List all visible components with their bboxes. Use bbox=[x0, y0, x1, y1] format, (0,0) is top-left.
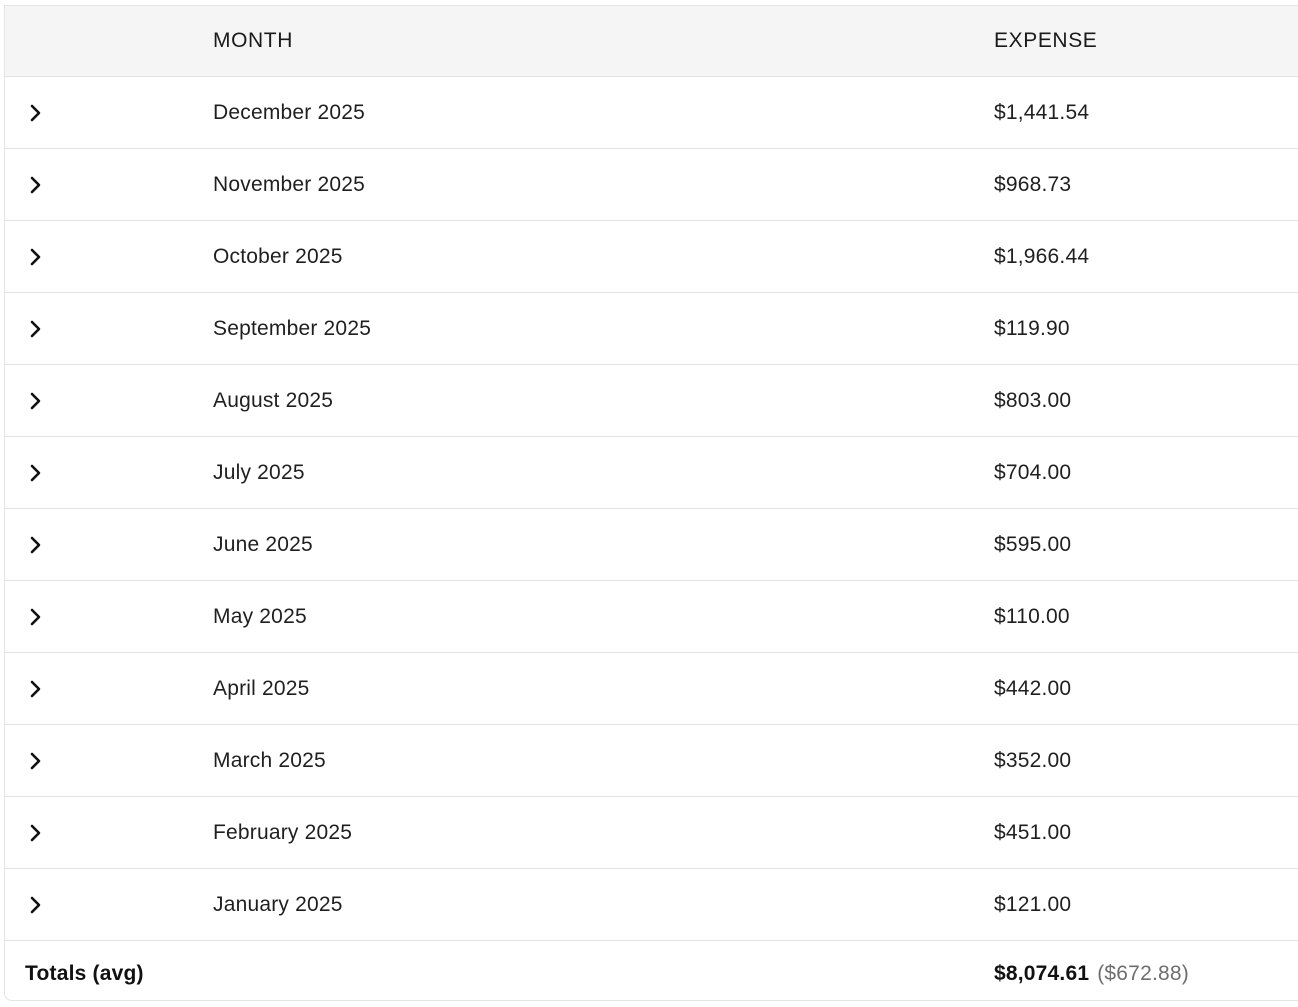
table-row[interactable] bbox=[5, 581, 1298, 653]
table-body bbox=[5, 77, 1298, 941]
column-header-month[interactable]: MONTH bbox=[213, 29, 293, 52]
table-row[interactable] bbox=[5, 77, 1298, 149]
expense-cell: $119.90 bbox=[994, 316, 1070, 340]
month-cell: October 2025 bbox=[213, 244, 343, 268]
totals-sum: $8,074.61 bbox=[994, 962, 1090, 985]
monthly-expense-table bbox=[4, 5, 1298, 1001]
expand-row-button[interactable] bbox=[23, 221, 63, 292]
table-row[interactable] bbox=[5, 149, 1298, 221]
expense-cell: $442.00 bbox=[994, 676, 1072, 700]
month-cell: June 2025 bbox=[213, 532, 313, 556]
expand-row-button[interactable] bbox=[23, 293, 63, 364]
month-cell: April 2025 bbox=[213, 676, 310, 700]
expand-row-button[interactable] bbox=[23, 149, 63, 220]
expense-cell: $968.73 bbox=[994, 172, 1072, 196]
totals-row bbox=[5, 941, 1298, 1007]
chevron-right-icon bbox=[23, 605, 47, 629]
expand-row-button[interactable] bbox=[23, 653, 63, 724]
expense-cell: $451.00 bbox=[994, 820, 1072, 844]
expense-cell: $352.00 bbox=[994, 748, 1072, 772]
totals-label: Totals (avg) bbox=[25, 962, 144, 985]
expand-row-button[interactable] bbox=[23, 77, 63, 148]
table-row[interactable] bbox=[5, 797, 1298, 869]
chevron-right-icon bbox=[23, 173, 47, 197]
expense-cell: $121.00 bbox=[994, 892, 1072, 916]
totals-expense bbox=[994, 941, 1189, 1007]
chevron-right-icon bbox=[23, 533, 47, 557]
chevron-right-icon bbox=[23, 461, 47, 485]
table-row[interactable] bbox=[5, 725, 1298, 797]
month-cell: December 2025 bbox=[213, 100, 366, 124]
chevron-right-icon bbox=[23, 101, 47, 125]
month-cell: July 2025 bbox=[213, 460, 305, 484]
expand-row-button[interactable] bbox=[23, 581, 63, 652]
table-header bbox=[5, 6, 1298, 77]
table-row[interactable] bbox=[5, 221, 1298, 293]
chevron-right-icon bbox=[23, 677, 47, 701]
month-cell: February 2025 bbox=[213, 820, 353, 844]
month-cell: August 2025 bbox=[213, 388, 334, 412]
expand-row-button[interactable] bbox=[23, 797, 63, 868]
table-row[interactable] bbox=[5, 509, 1298, 581]
expand-row-button[interactable] bbox=[23, 437, 63, 508]
expense-cell: $1,441.54 bbox=[994, 100, 1090, 124]
month-cell: March 2025 bbox=[213, 748, 326, 772]
chevron-right-icon bbox=[23, 245, 47, 269]
month-cell: September 2025 bbox=[213, 316, 372, 340]
expand-row-button[interactable] bbox=[23, 725, 63, 796]
table-row[interactable] bbox=[5, 365, 1298, 437]
totals-average: ($672.88) bbox=[1097, 962, 1189, 985]
expense-cell: $110.00 bbox=[994, 604, 1070, 628]
table-row[interactable] bbox=[5, 293, 1298, 365]
table-row[interactable] bbox=[5, 869, 1298, 941]
expand-row-button[interactable] bbox=[23, 509, 63, 580]
chevron-right-icon bbox=[23, 749, 47, 773]
table-row[interactable] bbox=[5, 437, 1298, 509]
expense-cell: $704.00 bbox=[994, 460, 1072, 484]
expense-cell: $803.00 bbox=[994, 388, 1072, 412]
expand-row-button[interactable] bbox=[23, 869, 63, 940]
chevron-right-icon bbox=[23, 893, 47, 917]
month-cell: May 2025 bbox=[213, 604, 307, 628]
chevron-right-icon bbox=[23, 317, 47, 341]
expand-row-button[interactable] bbox=[23, 365, 63, 436]
expense-cell: $595.00 bbox=[994, 532, 1072, 556]
expense-cell: $1,966.44 bbox=[994, 244, 1090, 268]
month-cell: November 2025 bbox=[213, 172, 366, 196]
table-row[interactable] bbox=[5, 653, 1298, 725]
chevron-right-icon bbox=[23, 389, 47, 413]
column-header-expense[interactable]: EXPENSE bbox=[994, 29, 1098, 52]
month-cell: January 2025 bbox=[213, 892, 343, 916]
chevron-right-icon bbox=[23, 821, 47, 845]
